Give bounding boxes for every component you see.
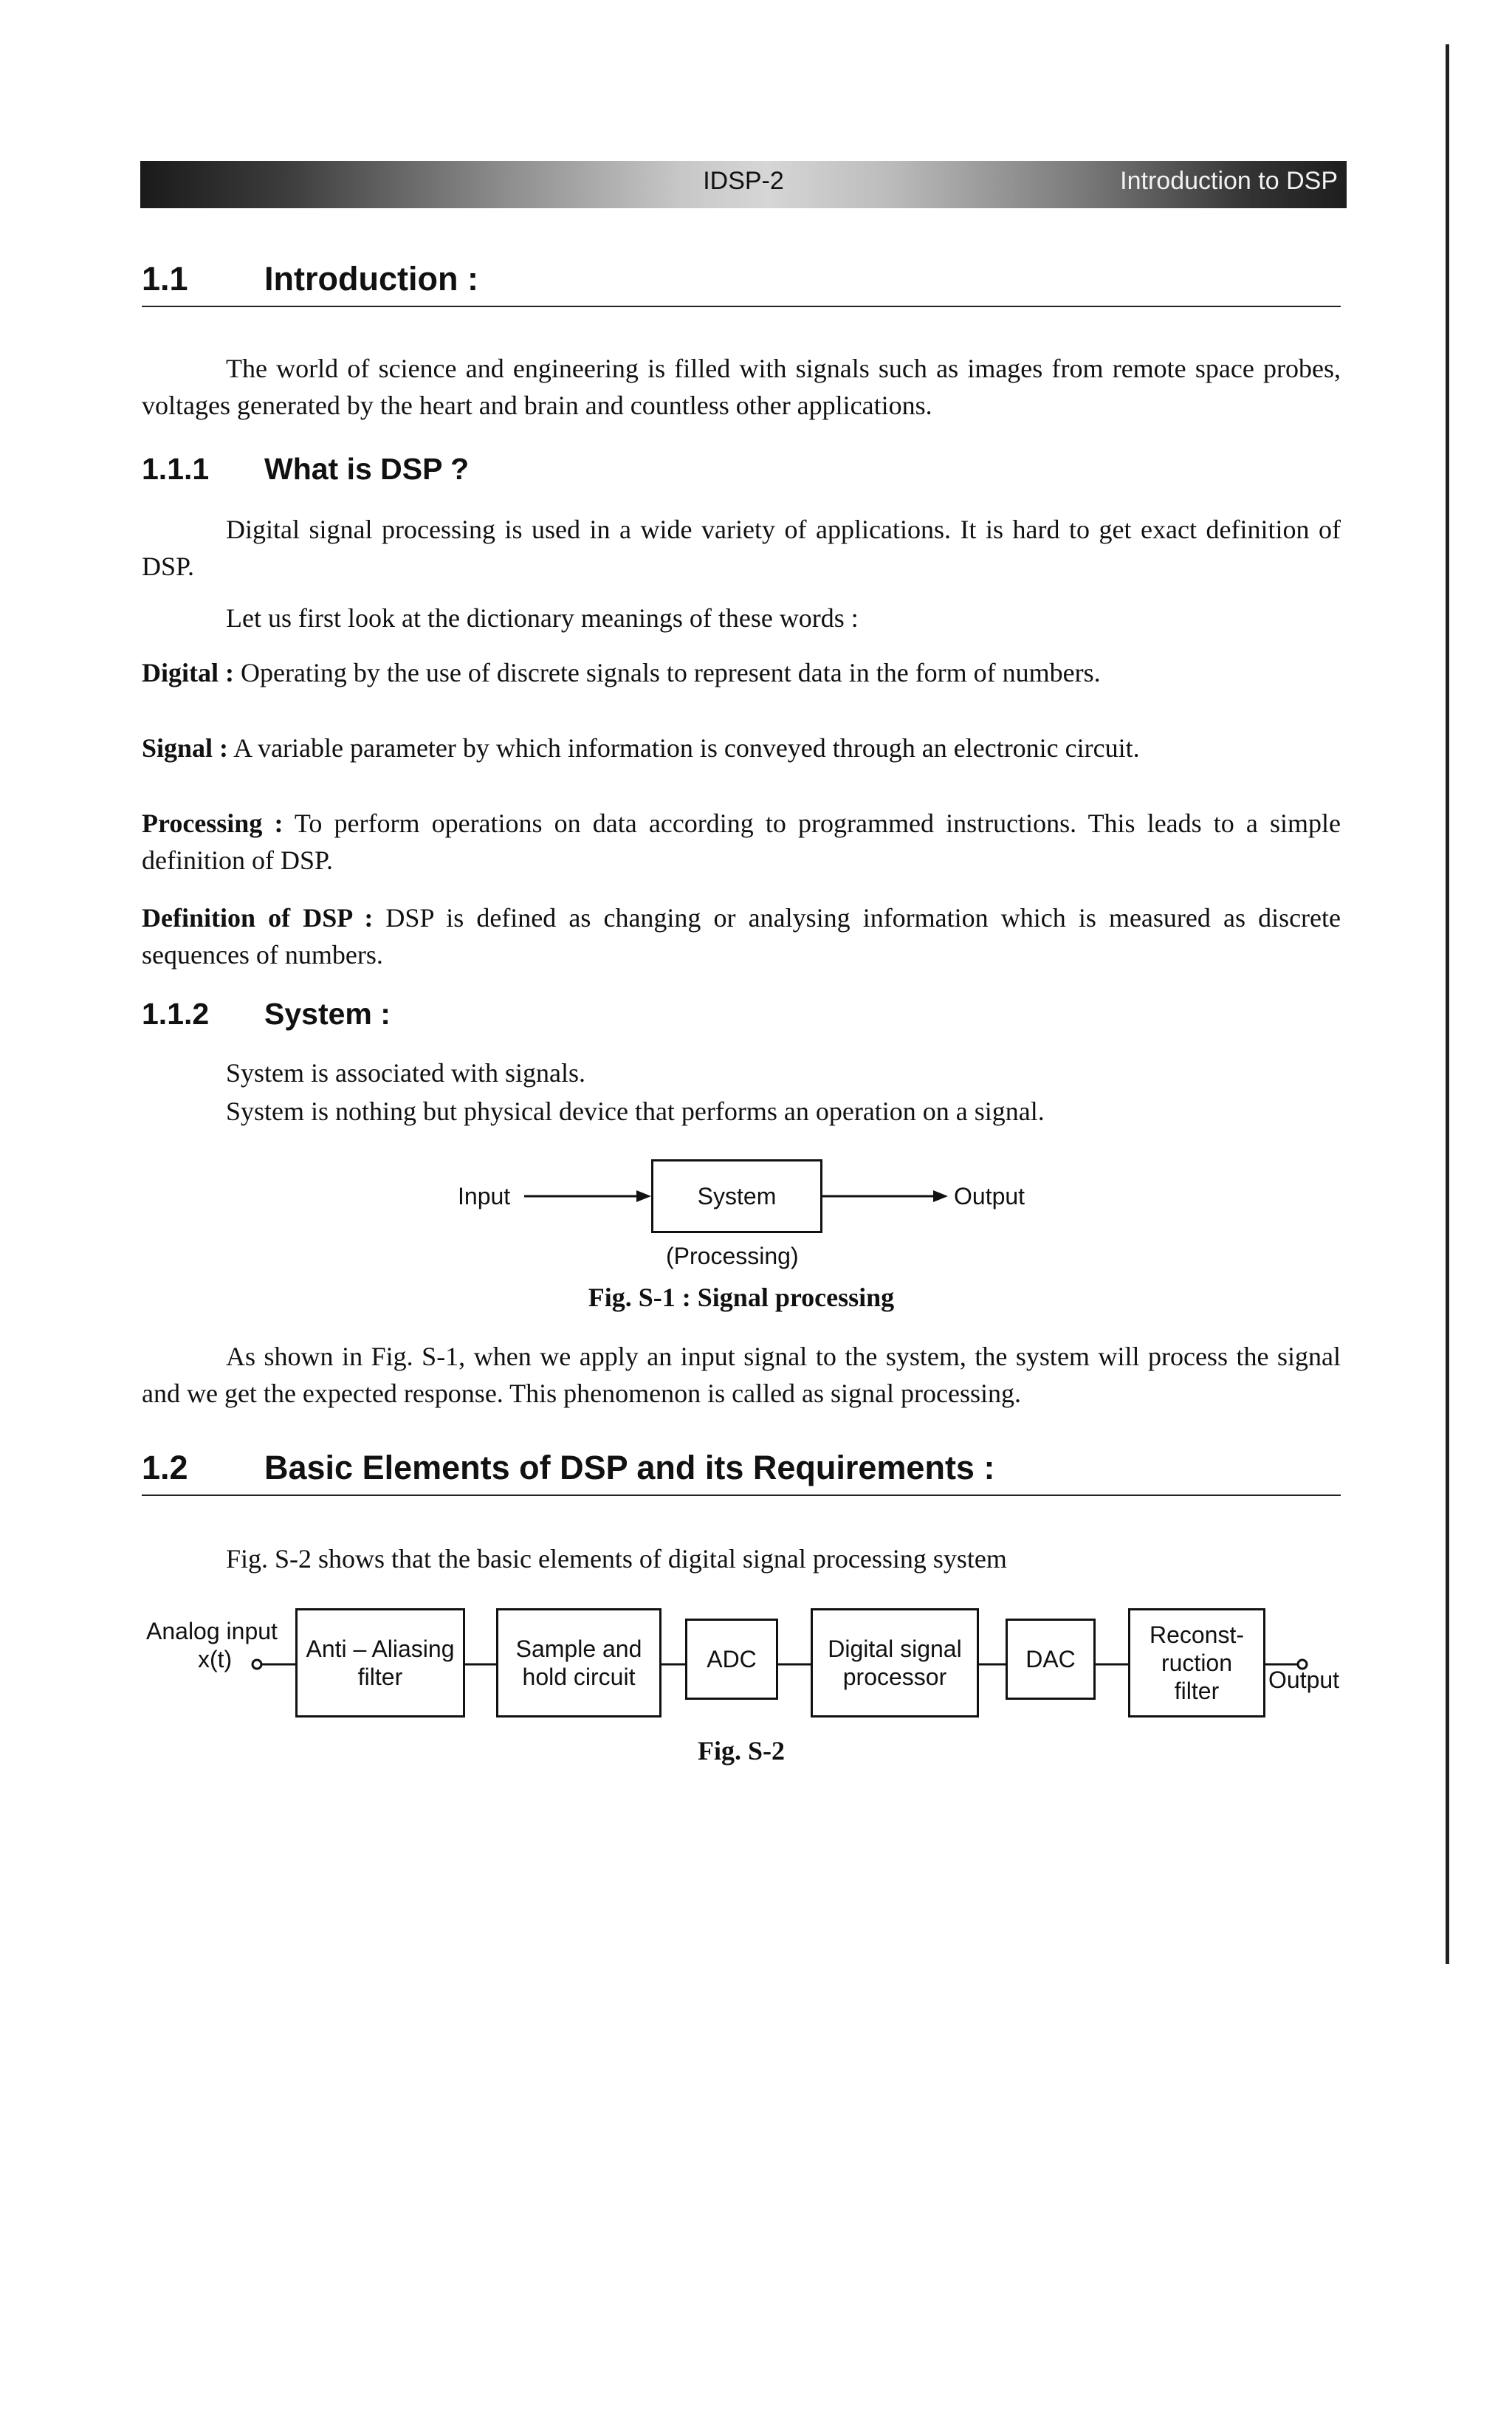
dsp-paragraph: Digital signal processing is used in a wide variety of applications. It is hard to get exact definition of DSP. xyxy=(142,515,1341,581)
subsection-title-what-is-dsp: What is DSP ? xyxy=(264,452,470,486)
dac-block xyxy=(1006,1619,1096,1700)
system-line-2: System is nothing but physical device that performs an operation on a signal. xyxy=(226,1097,1045,1126)
definition-dsp xyxy=(142,899,1341,973)
subsection-number-1-1-1: 1.1.1 xyxy=(142,452,210,486)
section-title-introduction: Introduction : xyxy=(264,260,478,298)
input-terminal xyxy=(252,1660,261,1669)
sample-and-hold-block xyxy=(496,1608,662,1717)
intro-paragraph: The world of science and engineering is filled with signals such as images from remote space probes, voltages generated by the heart and brain and countless other applications. xyxy=(142,354,1341,420)
reconstruction-filter-block xyxy=(1128,1608,1265,1717)
subsection-number-1-1-2: 1.1.2 xyxy=(142,997,210,1031)
digital-signal-processor-block xyxy=(811,1608,979,1717)
fig-s2-output-label: Output xyxy=(1268,1667,1340,1693)
system-line-1: System is associated with signals. xyxy=(226,1058,585,1088)
signal-processing-paragraph: As shown in Fig. S-1, when we apply an input signal to the system, the system will process the signal and we get the expected response. This phenomenon is called as signal processing. xyxy=(142,1342,1341,1408)
input-arrowhead xyxy=(636,1190,651,1202)
system-block-label: System xyxy=(697,1183,777,1209)
digital-signal-processor-label: Digital signal processor xyxy=(828,1636,962,1690)
subsection-title-system: System : xyxy=(264,997,391,1031)
section-number-1-2: 1.2 xyxy=(142,1449,188,1486)
running-header xyxy=(140,161,1347,208)
adc-block xyxy=(685,1619,778,1700)
figure-s2 xyxy=(140,1602,1351,1728)
definition-signal xyxy=(142,730,1341,766)
section-rule xyxy=(142,1495,1341,1496)
binding-edge-line xyxy=(1446,44,1449,1964)
section-title-basic-elements: Basic Elements of DSP and its Requirements : xyxy=(264,1449,995,1486)
fig-s1-caption: Fig. S-1 : Signal processing xyxy=(588,1283,895,1312)
def-digital: Operating by the use of discrete signals to represent data in the form of numbers. xyxy=(240,658,1101,687)
xt-label: x(t) xyxy=(198,1646,233,1672)
definition-digital xyxy=(142,654,1341,691)
fig-s1-processing-label: (Processing) xyxy=(666,1243,799,1269)
figure-s1 xyxy=(443,1152,1078,1300)
dac-label: DAC xyxy=(1025,1646,1076,1672)
fig-s1-input-label: Input xyxy=(458,1183,511,1209)
def-signal: A variable parameter by which information is conveyed through an electronic circuit. xyxy=(233,733,1140,763)
anti-aliasing-filter-block xyxy=(295,1608,465,1717)
fig-s1-output-label: Output xyxy=(954,1183,1025,1209)
header-chapter-title: Introduction to DSP xyxy=(1120,167,1338,195)
adc-label: ADC xyxy=(707,1646,757,1672)
analog-input-label: Analog input xyxy=(146,1618,278,1644)
def-processing: To perform operations on data according to programmed instructions. This leads to a simple definition of DSP. xyxy=(142,809,1341,875)
dictionary-intro: Let us first look at the dictionary meanings of these words : xyxy=(226,603,859,633)
sample-and-hold-label: Sample and hold circuit xyxy=(515,1636,642,1690)
section-rule xyxy=(142,306,1341,307)
term-processing: Processing : xyxy=(142,809,284,838)
def-dsp: DSP is defined as changing or analysing information which is measured as discrete sequences of numbers. xyxy=(142,903,1341,970)
basic-elements-paragraph: Fig. S-2 shows that the basic elements of digital signal processing system xyxy=(226,1544,1007,1574)
fig-s2-caption: Fig. S-2 xyxy=(697,1736,785,1765)
header-title: IDSP-2 xyxy=(703,167,784,195)
section-number-1-1: 1.1 xyxy=(142,260,188,298)
definition-processing xyxy=(142,805,1341,879)
term-signal: Signal : xyxy=(142,733,229,763)
term-digital: Digital : xyxy=(142,658,234,687)
term-definition-of-dsp: Definition of DSP : xyxy=(142,903,374,933)
system-block xyxy=(651,1159,822,1233)
output-arrowhead xyxy=(933,1190,948,1202)
reconstruction-filter-label: Reconst- ruction filter xyxy=(1149,1622,1245,1704)
anti-aliasing-filter-label: Anti – Aliasing filter xyxy=(306,1636,455,1690)
